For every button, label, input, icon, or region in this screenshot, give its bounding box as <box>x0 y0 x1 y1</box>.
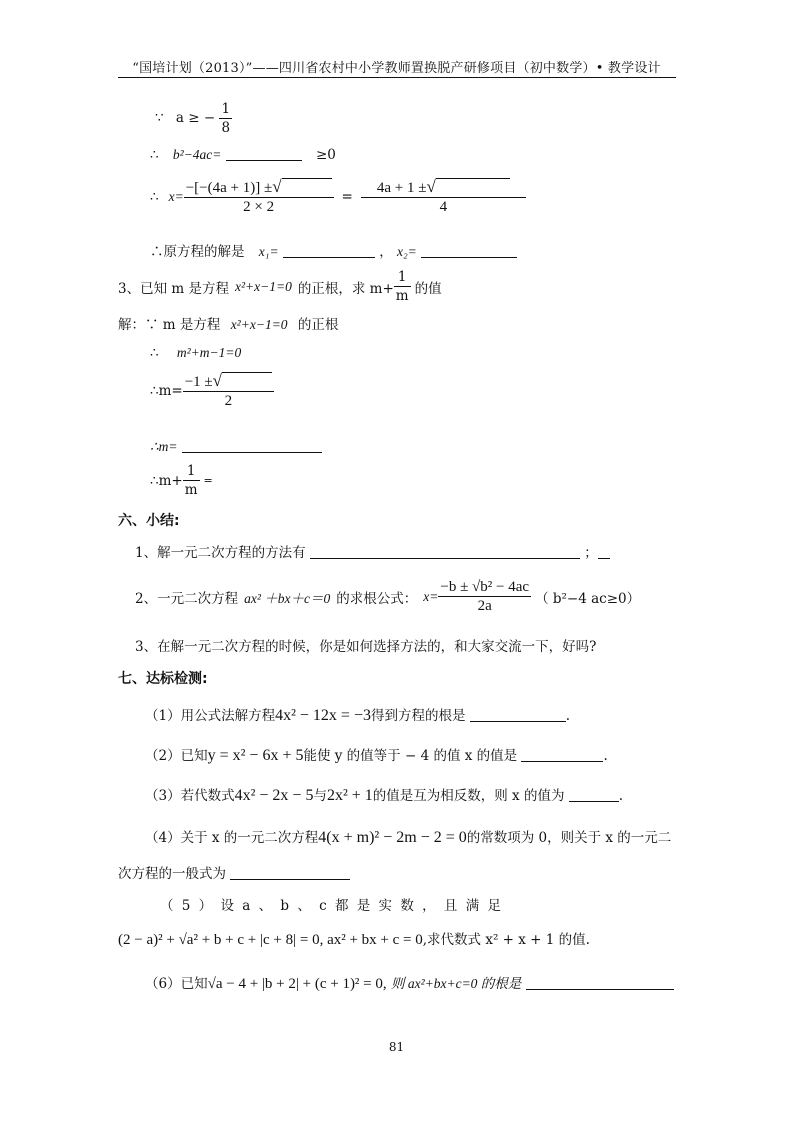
question-3: 3、已知 m 是方程 x²+x−1=0 的正根，求 m+ $\frac{1}{m}$ 的值 <box>118 269 442 305</box>
test-q4-line2: 次方程的一般式为 <box>118 862 350 882</box>
line-because-a <box>155 100 232 137</box>
summary-methods-blank[interactable] <box>310 544 580 559</box>
solution-line-2: ∴ m²+m−1=0 <box>150 345 242 361</box>
q1-answer-blank[interactable] <box>470 707 566 722</box>
discriminant-blank[interactable] <box>226 146 302 161</box>
m-value-blank[interactable] <box>182 438 322 453</box>
test-q1: （1）用公式法解方程4x² − 12x = −3得到方程的根是 . <box>145 707 571 724</box>
x-fraction-2: $\frac{4a + 1 \pm√}{4}$ <box>361 178 526 216</box>
summary-item-1: 1、解一元二次方程的方法有 ； <box>135 541 610 561</box>
discriminant-expr: b²−4ac= <box>172 147 222 162</box>
solution-line-3: ∴m= $\frac{-1 \pm√}{2}$ <box>150 372 274 410</box>
because-a-expr: a ≥ − <box>175 110 216 127</box>
because-symbol: ∵ <box>155 110 164 127</box>
line-roots: ∴原方程的解是 x₁= ， x₂= <box>150 240 517 260</box>
fraction-one-eighth: $\frac{1}{8}$ <box>221 101 231 137</box>
test-q5-line2: (2 − a)² + √a² + b + c + |c + 8| = 0, ax² + bx + c = 0,求代数式 x² + x + 1 的值. <box>118 932 590 948</box>
q3-answer-blank[interactable] <box>569 787 619 802</box>
solution-line-5: ∴m+ $\frac{1}{m}$ = <box>150 463 213 499</box>
solution-line-4: ∴m= <box>150 438 322 455</box>
fraction-1-over-m-2: $\frac{1}{m}$ <box>184 463 198 499</box>
x-fraction-1: $\frac{-[-(4a + 1)] \pm√}{2 \times 2}$ <box>184 178 334 216</box>
page-number: 81 <box>388 1040 405 1054</box>
summary-item-2: 2、一元二次方程 ax² ＋bx＋c＝0 的求根公式： x= $\frac{\text{−b ± √b² − 4ac}}{2a}$ （ b²−4 ac≥0） <box>135 579 641 615</box>
x-frac1-sqrt-blank[interactable] <box>282 178 332 195</box>
q2-answer-blank[interactable] <box>521 747 603 762</box>
test-q2: （2）已知y = x² − 6x + 5能使 y 的值等于 − 4 的值 x 的值是 . <box>145 747 608 764</box>
q6-answer-blank[interactable] <box>526 975 674 990</box>
page-header: “国培计划（2013）”——四川省农村中小学教师置换脱产研修项目（初中数学）• 教学设计 <box>132 61 661 76</box>
header-rule <box>118 77 676 78</box>
test-q6: （6）已知√a − 4 + |b + 2| + (c + 1)² = 0, 则 ax²+bx+c=0 的根是 <box>145 972 674 993</box>
test-heading: 七、达标检测: <box>118 671 208 687</box>
solution-line-1: 解：∵ m 是方程 x²+x−1=0 的正根 <box>118 317 339 333</box>
m-sqrt-blank[interactable] <box>222 372 272 389</box>
root-x2-blank[interactable] <box>421 243 517 258</box>
q4-answer-blank[interactable] <box>230 865 350 880</box>
fraction-1-over-m: $\frac{1}{m}$ <box>395 269 409 305</box>
summary-item-3: 3、在解一元二次方程的时候，你是如何选择方法的，和大家交流一下，好吗? <box>135 639 597 655</box>
x-frac2-sqrt-blank[interactable] <box>436 178 510 195</box>
test-q4: （4）关于 x 的一元二次方程4(x + m)² − 2m − 2 = 0的常数项为 0，则关于 x 的一元二 <box>145 829 672 846</box>
line-discriminant: ∴ b²−4ac= ≥0 <box>150 147 336 163</box>
summary-heading: 六、小结: <box>118 513 180 529</box>
quadratic-formula: $\frac{\text{−b ± √b² − 4ac}}{2a}$ <box>440 579 530 615</box>
line-x-formula: ∴ x= $\frac{-[-(4a + 1)] \pm√}{2 \times 2}$ = $\frac{4a + 1 \pm√}{4}$ <box>150 178 526 216</box>
test-q3: （3）若代数式4x² − 2x − 5与2x² + 1的值是互为相反数，则 x 的值为 . <box>145 787 624 804</box>
root-x1-blank[interactable] <box>283 243 375 258</box>
m-fraction: $\frac{-1 \pm√}{2}$ <box>183 372 274 410</box>
test-q5: （ 5 ） 设 a 、 b 、 c 都 是 实 数 ， 且 满 足 <box>160 898 502 914</box>
